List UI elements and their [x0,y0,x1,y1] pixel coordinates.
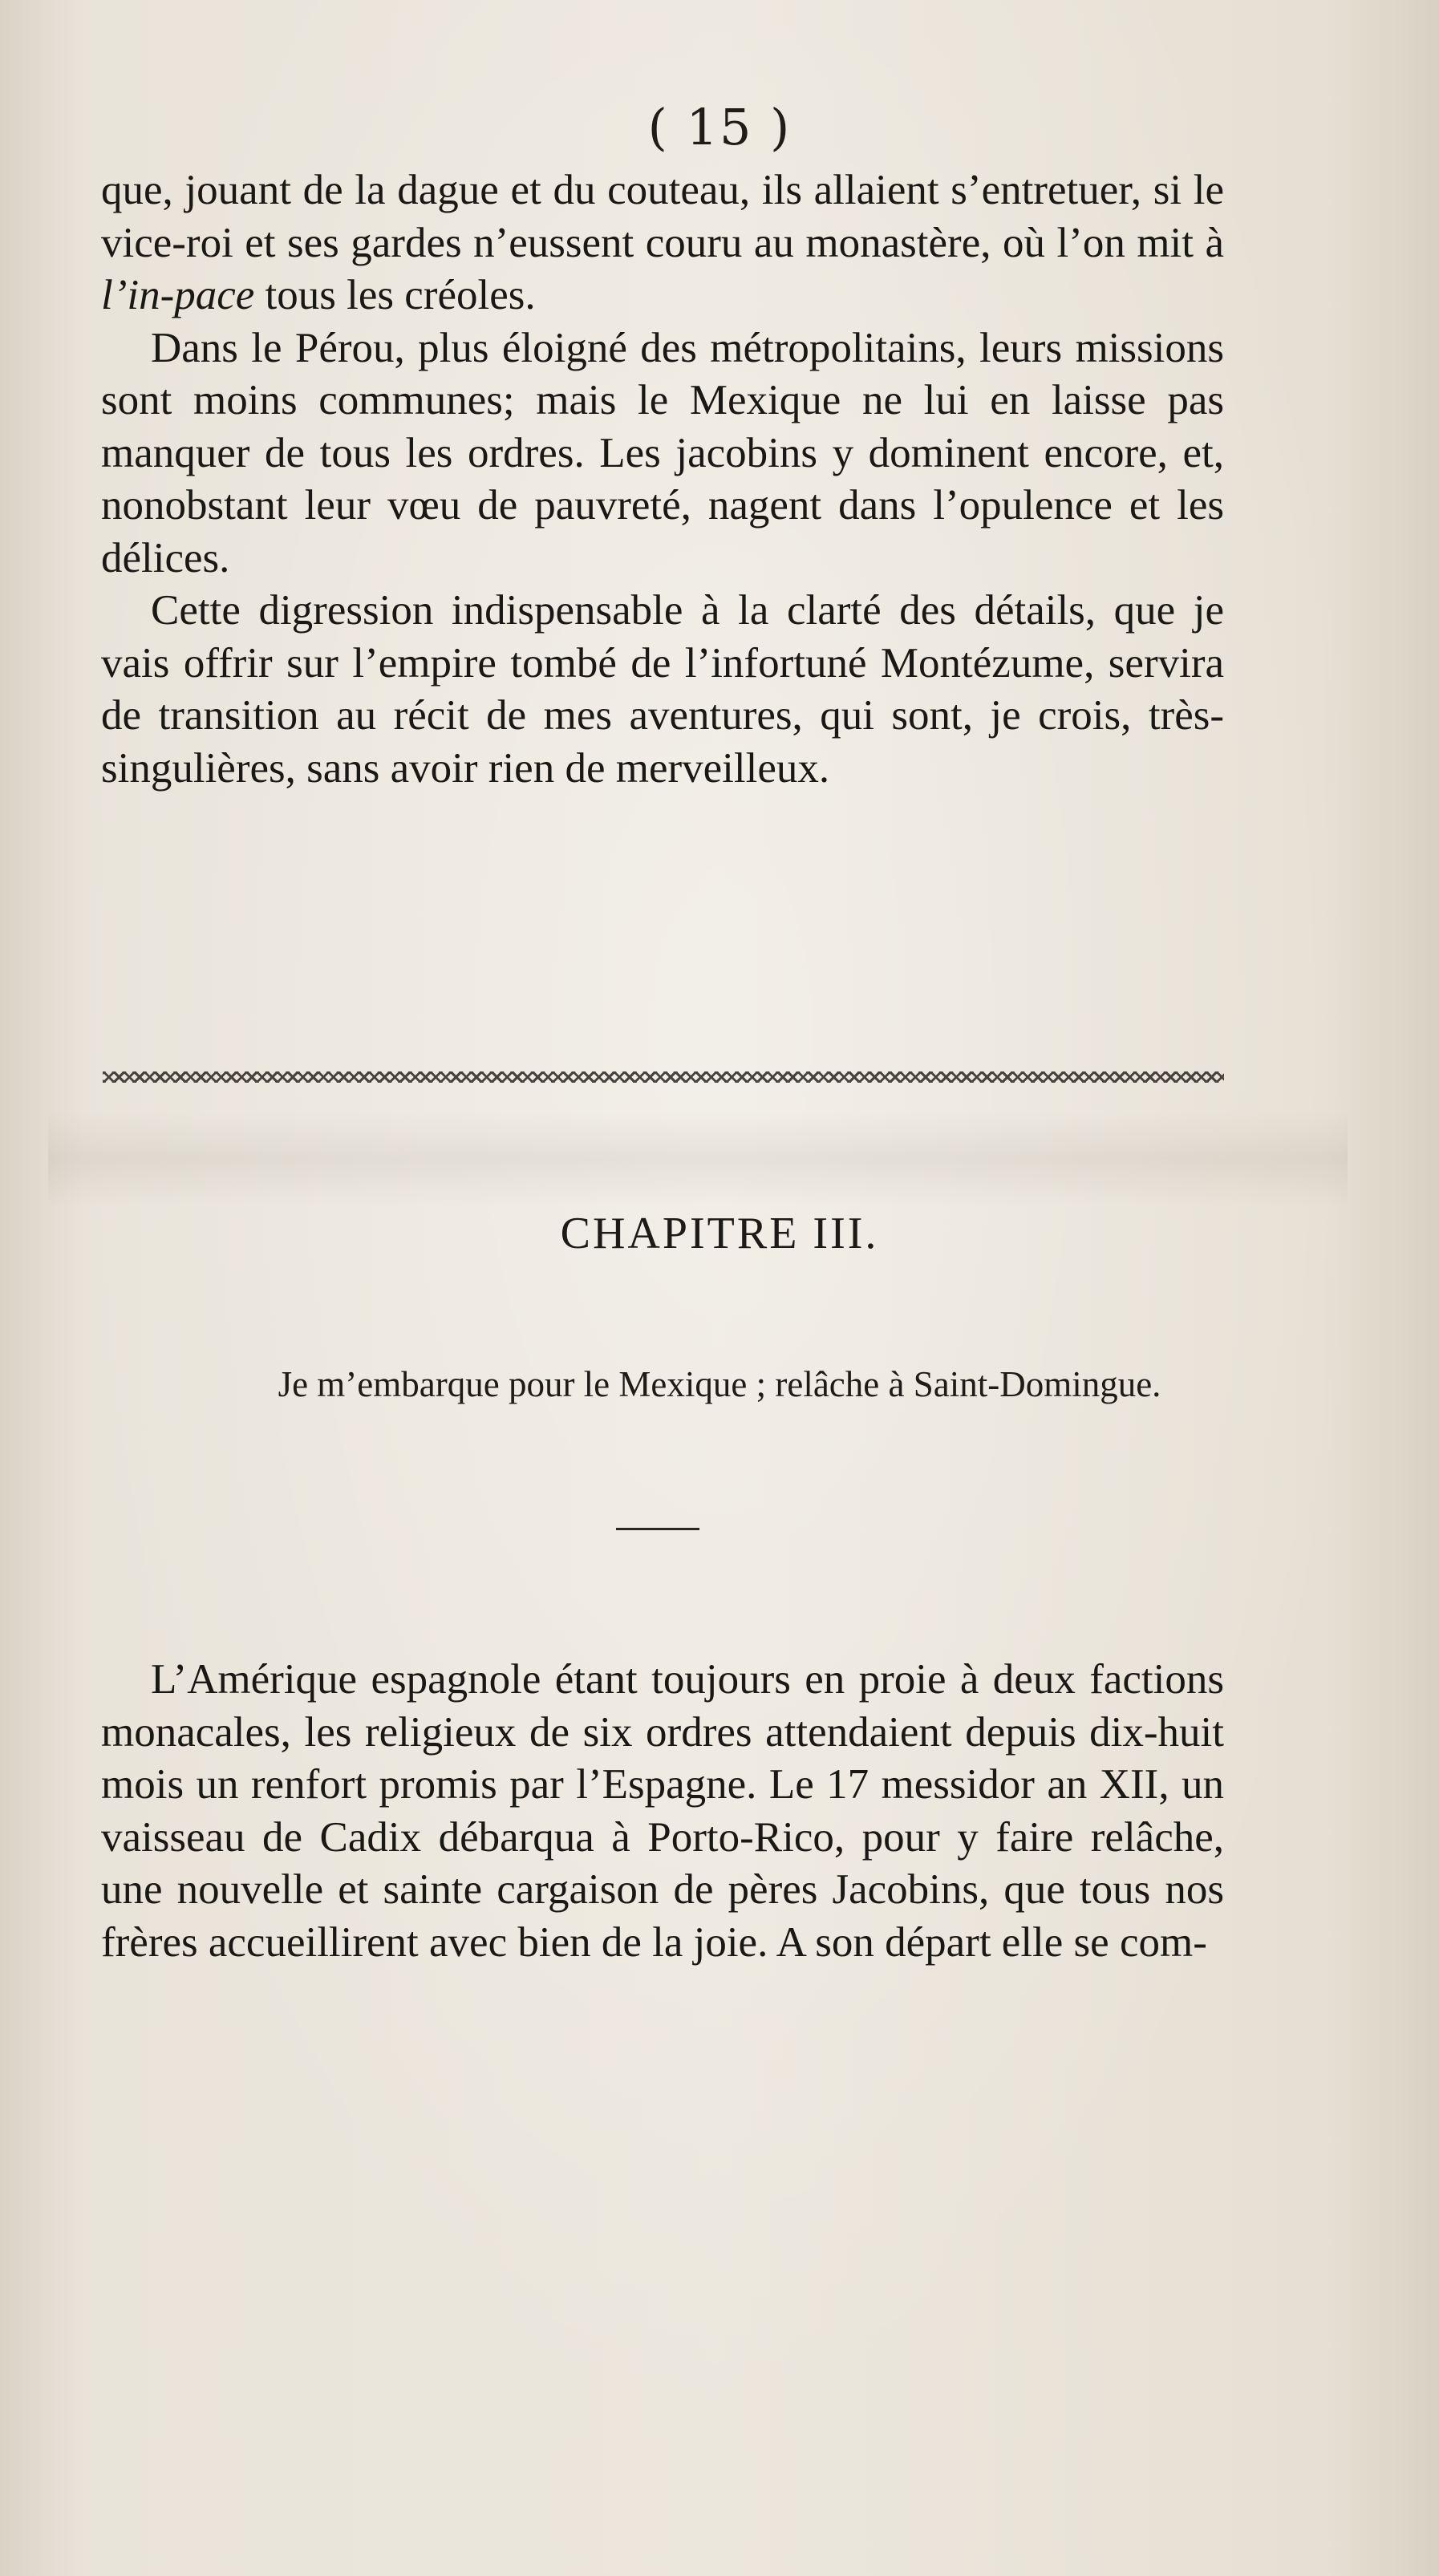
paragraph-text: tous les créoles. [254,272,536,318]
paragraph [101,585,1224,795]
paragraph-text: L’Amérique espagnole étant toujours en proie à deux factions monacales, les religieux de six ordres attendaient depuis dix-huit mois un renfort promis par l’Espagne. Le 17 messidor an XII, un vaisseau de Cadix débarqua à Porto-Rico, pour y faire relâche, une nouvelle et sainte cargaison de pères Jacobins, que tous nos frères accueillirent avec bien de la joie. A son départ elle se com- [101,1656,1224,1966]
paragraph [101,1654,1224,1969]
show-through-shadow [48,1111,1348,1207]
top-text-block [101,164,1224,795]
paragraph [101,164,1224,322]
italic-text: l’in-pace [101,272,255,318]
ornamental-divider [103,1071,1224,1083]
short-rule-divider [616,1528,699,1530]
paragraph-text: Dans le Pérou, plus éloigné des métropolitains, leurs missions sont moins communes; mais le Mexique ne lui en laisse pas manquer de tous les ordres. Les jacobins y dominent encore, et, nonobstant leur vœu de pauvreté, nagent dans l’opulence et les délices. [101,324,1224,581]
chapter-summary: Je m’embarque pour le Mexique ; relâche à Saint-Domingue. [278,1364,1161,1404]
chapter-title: CHAPITRE III. [560,1209,879,1258]
paragraph [101,322,1224,585]
page-number: ( 15 ) [647,98,792,156]
paragraph-text: Cette digression indispensable à la clarté des détails, que je vais offrir sur l’empire tombé de l’infortuné Montézume, servira de transition au récit de mes aventures, qui sont, je crois, très-singulières, sans avoir rien de merveilleux. [101,587,1224,792]
bottom-text-block [101,1654,1224,1969]
paragraph-text: que, jouant de la dague et du couteau, ils allaient s’entretuer, si le vice-roi et ses gardes n’eussent couru au monastère, où l’on mit à [101,167,1224,266]
